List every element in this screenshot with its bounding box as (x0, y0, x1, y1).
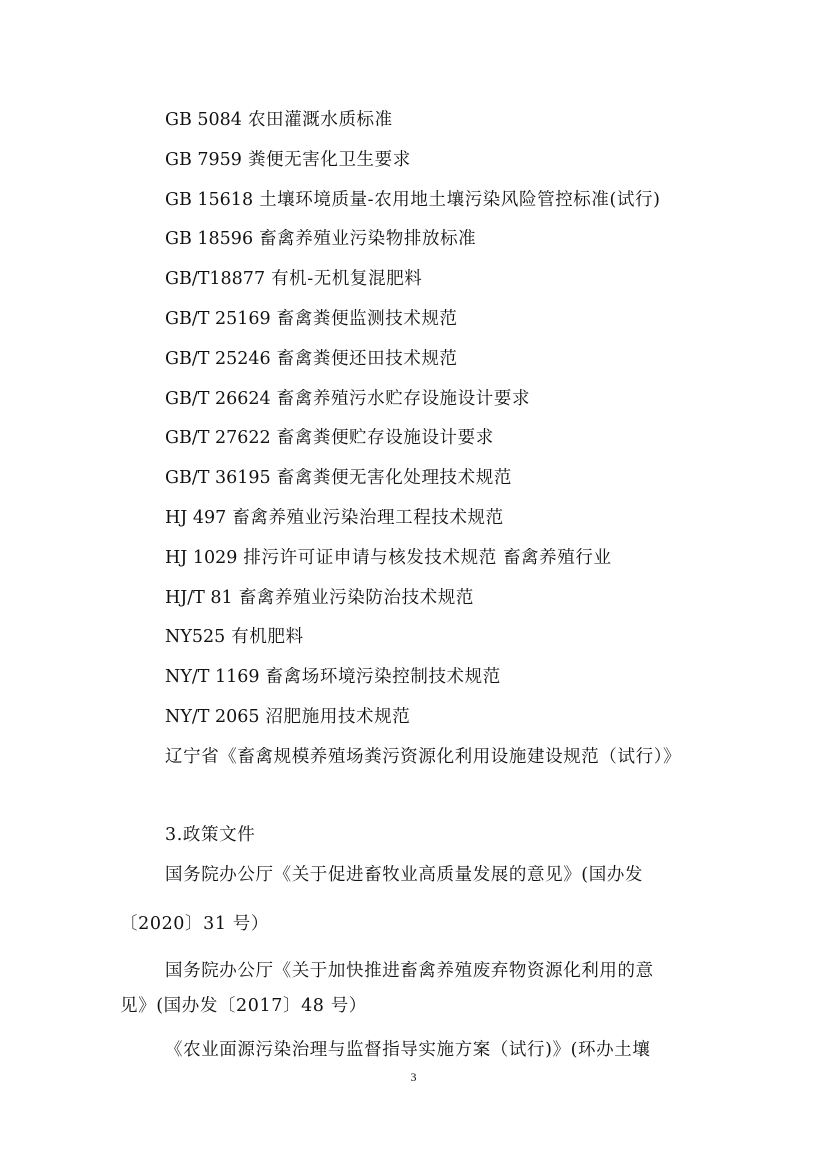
policy-paragraph-3-line-1: 《农业面源污染治理与监督指导实施方案（试行)》(环办土壤 (165, 1040, 651, 1060)
standard-title: 畜禽粪便无害化处理技术规范 (276, 468, 512, 489)
standard-code: GB 7959 (165, 149, 242, 170)
standard-code: NY525 (165, 627, 226, 648)
policy-paragraph-1-line-1: 国务院办公厅《关于促进畜牧业高质量发展的意见》(国办发 (165, 865, 644, 885)
standard-item (165, 545, 681, 585)
standard-item (165, 346, 681, 386)
standard-item (165, 624, 681, 664)
standard-title: 畜禽粪便监测技术规范 (276, 308, 458, 329)
standard-title: 畜禽养殖业污染治理工程技术规范 (232, 507, 504, 528)
standard-code: HJ/T 81 (165, 587, 233, 608)
standard-title: 辽宁省《畜禽规模养殖场粪污资源化利用设施建设规范（试行）》 (165, 746, 682, 767)
standard-item (165, 266, 681, 306)
standard-code: HJ 1029 (165, 547, 238, 568)
standard-item (165, 147, 681, 187)
standard-item (165, 187, 681, 227)
standard-title: 有机肥料 (231, 627, 304, 648)
policy-paragraph-2-line-1: 国务院办公厅《关于加快推进畜禽养殖废弃物资源化利用的意 (165, 961, 654, 981)
standard-title: 沼肥施用技术规范 (265, 706, 411, 727)
standard-title: 畜禽场环境污染控制技术规范 (265, 667, 501, 688)
standard-item (165, 465, 681, 505)
standard-title: 畜禽粪便还田技术规范 (276, 348, 458, 369)
standard-code: GB/T 27622 (165, 428, 271, 449)
standard-title: 畜禽粪便贮存设施设计要求 (276, 428, 494, 449)
standard-item (165, 107, 681, 147)
standard-title: 排污许可证申请与核发技术规范 畜禽养殖行业 (243, 547, 612, 568)
standard-item (165, 386, 681, 426)
standard-item (165, 664, 681, 704)
standard-item (165, 226, 681, 266)
standard-code: GB/T 26624 (165, 388, 271, 409)
standards-list (165, 107, 681, 784)
standard-code: GB/T 25169 (165, 308, 271, 329)
standard-title: 粪便无害化卫生要求 (247, 149, 411, 170)
standard-code: NY/T 1169 (165, 667, 260, 688)
standard-title: 有机-无机复混肥料 (271, 269, 423, 290)
standard-item-provincial (165, 744, 681, 784)
standard-title: 畜禽养殖业污染物排放标准 (259, 229, 477, 250)
standard-title: 农田灌溉水质标准 (247, 110, 393, 130)
standard-code: HJ 497 (165, 507, 227, 528)
page-number: 3 (410, 1070, 417, 1084)
section-heading: 3.政策文件 (165, 825, 256, 845)
standard-item (165, 585, 681, 625)
standard-title: 畜禽养殖业污染防治技术规范 (238, 587, 474, 608)
standard-item (165, 306, 681, 346)
standard-item (165, 505, 681, 545)
standard-code: GB/T18877 (165, 269, 266, 290)
policy-paragraph-1-line-2: 〔2020〕31 号） (120, 914, 269, 934)
standard-code: GB 18596 (165, 229, 254, 250)
standard-item (165, 425, 681, 465)
standard-code: GB/T 25246 (165, 348, 271, 369)
standard-code: GB 5084 (165, 110, 242, 130)
standard-code: GB/T 36195 (165, 468, 271, 489)
standard-title: 土壤环境质量-农用地土壤污染风险管控标准(试行) (259, 189, 661, 210)
standard-title: 畜禽养殖污水贮存设施设计要求 (276, 388, 531, 409)
standard-item (165, 704, 681, 744)
policy-paragraph-2-line-2: 见》(国办发〔2017〕48 号） (120, 996, 367, 1016)
standard-code: GB 15618 (165, 189, 254, 210)
standard-code: NY/T 2065 (165, 706, 260, 727)
